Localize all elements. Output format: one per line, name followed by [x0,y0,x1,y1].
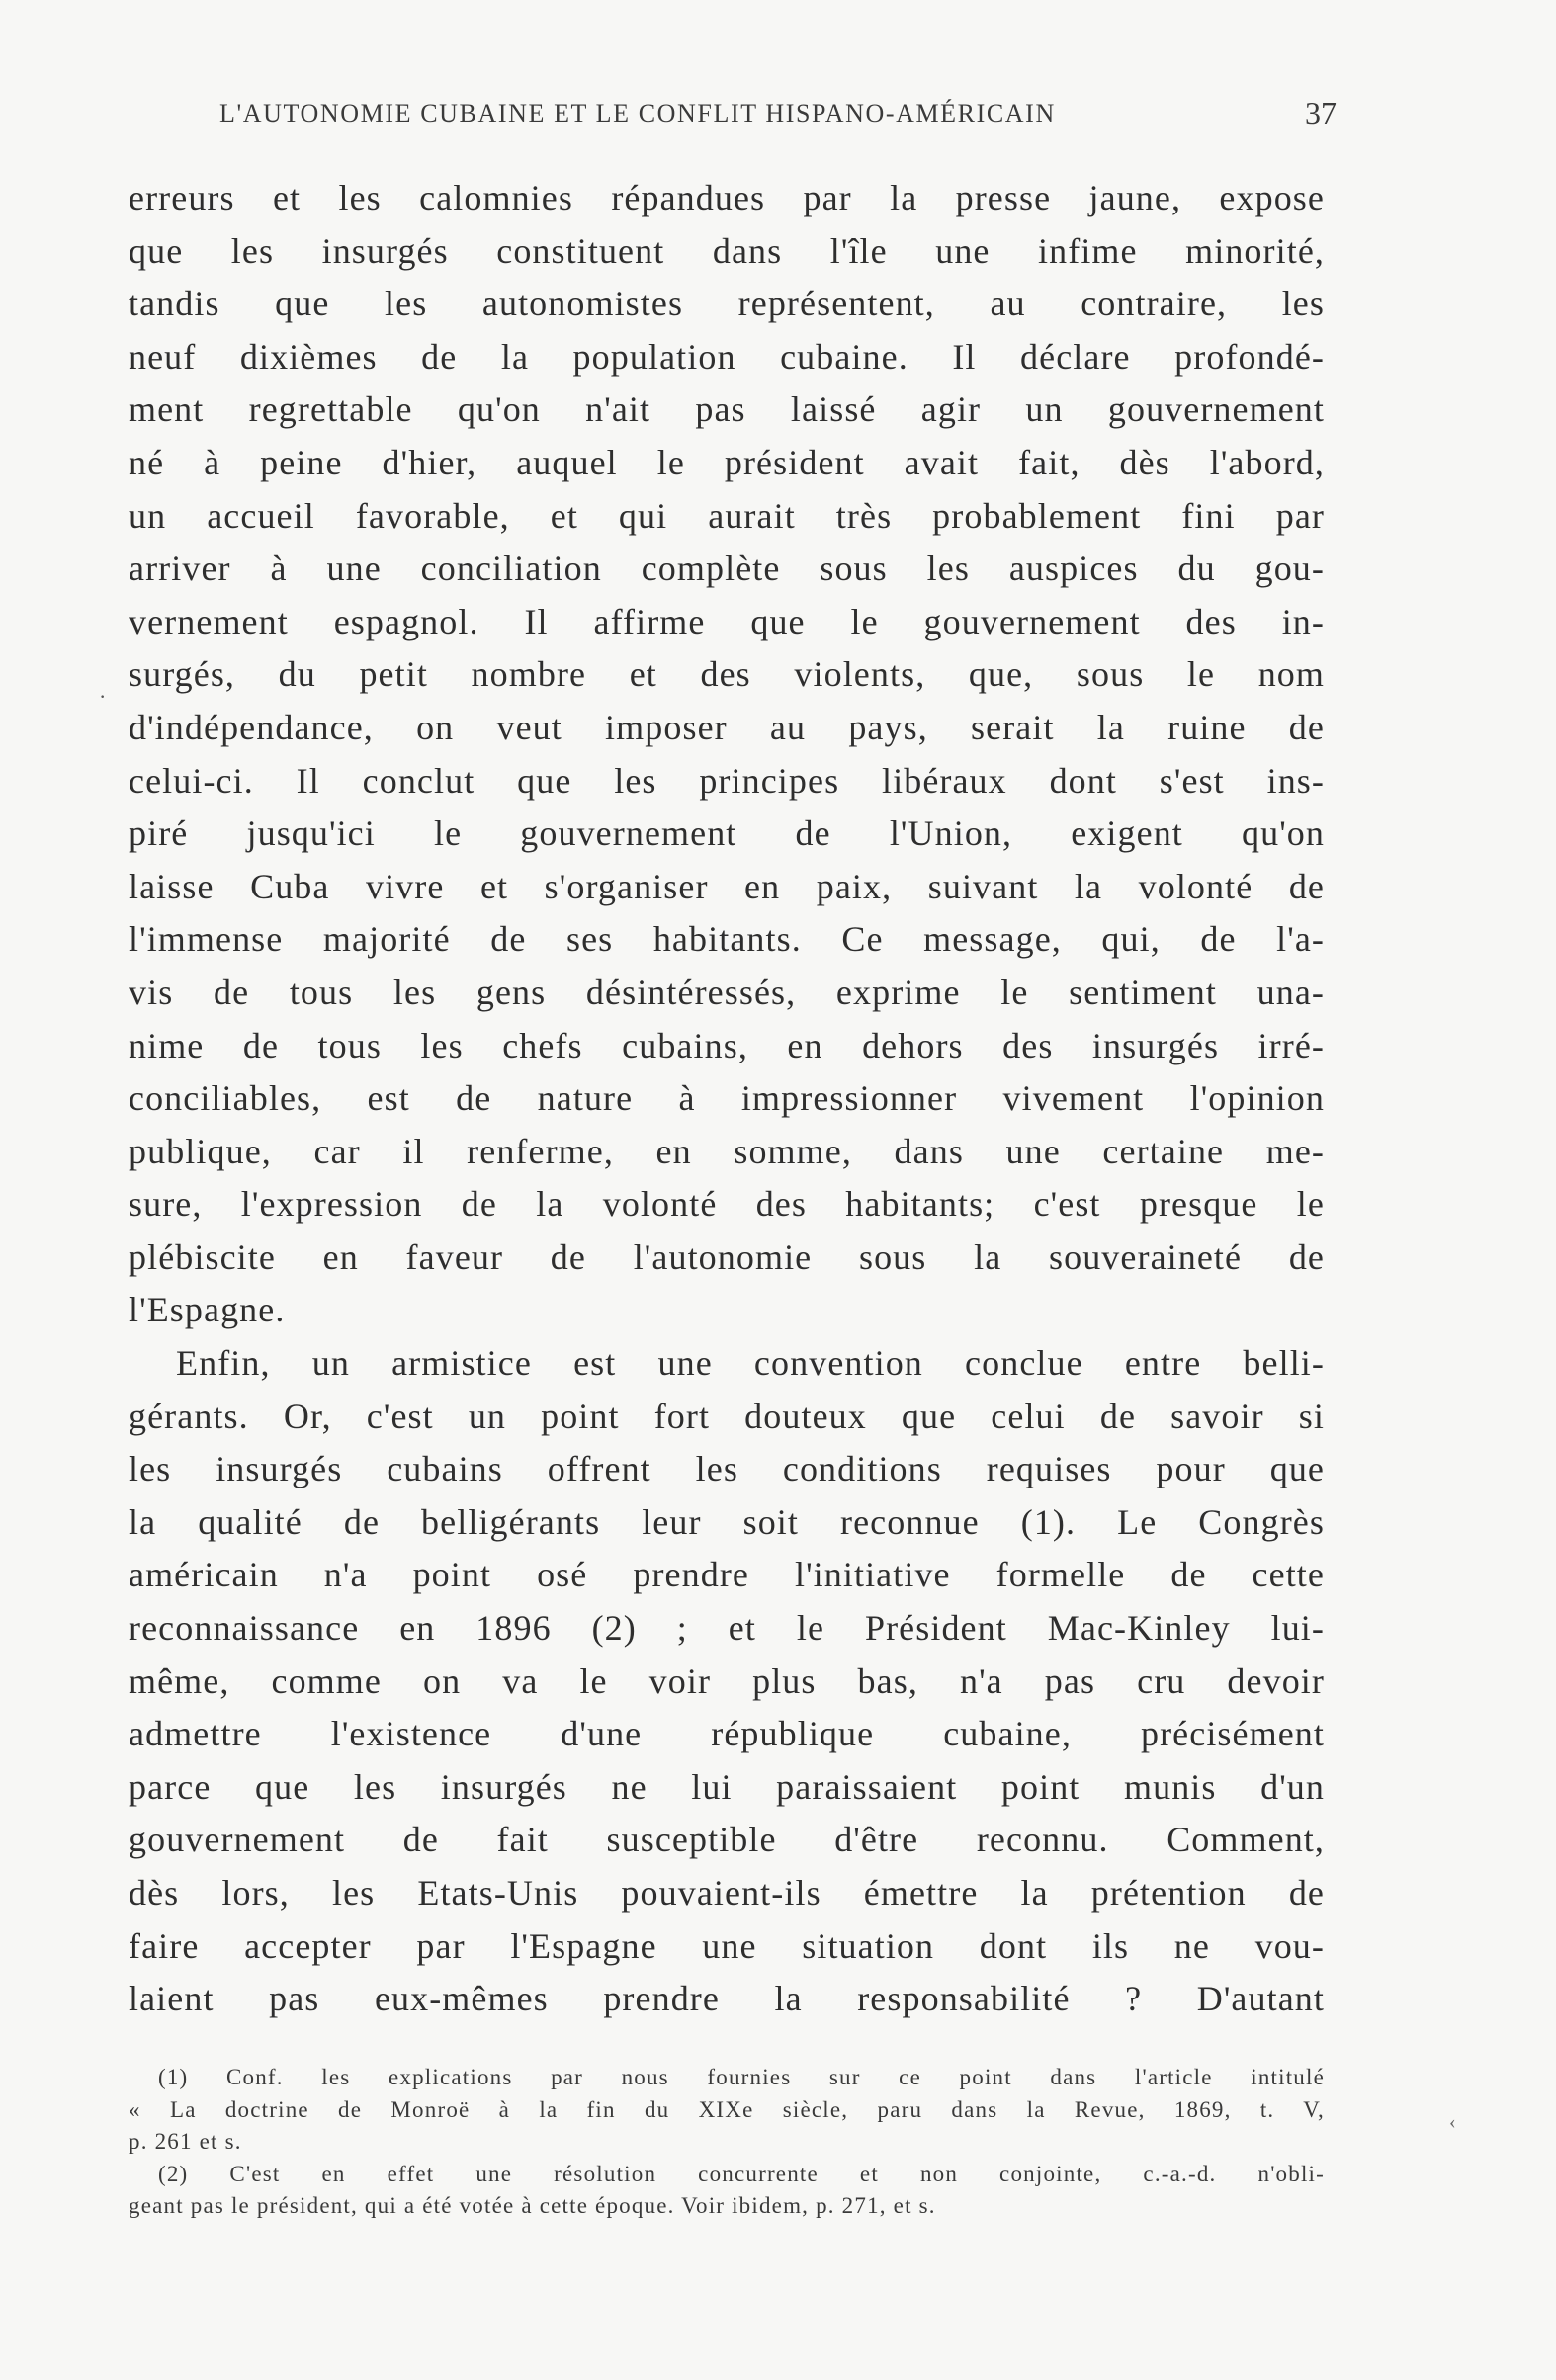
body-line: faire accepter par l'Espagne une situation dont ils ne vou- [129,1925,1325,1966]
body-line: reconnaissance en 1896 (2) ; et le Président Mac-Kinley lui- [129,1608,1325,1649]
body-line: laient pas eux-mêmes prendre la responsabilité ? D'autant [129,1979,1325,2019]
body-line: même, comme on va le voir plus bas, n'a pas cru devoir [129,1660,1325,1701]
body-line: un accueil favorable, et qui aurait très probablement fini par [129,495,1325,536]
footnote-line: (2) C'est en effet une résolution concurrente et non conjointe, c.-a.-d. n'obli- [158,2161,1325,2186]
body-line: plébiscite en faveur de l'autonomie sous la souveraineté de [129,1236,1325,1277]
footnote-line: p. 261 et s. [129,2129,242,2154]
footnotes [129,2062,1325,2223]
footnote-line: geant pas le président, qui a été votée à cette époque. Voir ibidem, p. 271, et s. [129,2193,936,2218]
body-line: vernement espagnol. Il affirme que le gouvernement des in- [129,601,1325,641]
body-line: américain n'a point osé prendre l'initiative formelle de cette [129,1555,1325,1595]
body-line: sure, l'expression de la volonté des habitants; c'est presque le [129,1184,1325,1225]
body-line: parce que les insurgés ne lui paraissaient point munis d'un [129,1766,1325,1807]
body-line: arriver à une conciliation complète sous les auspices du gou- [129,549,1325,589]
footnote-line: « La doctrine de Monroë à la fin du XIXe siècle, paru dans la Revue, 1869, t. V, [129,2096,1325,2122]
body-line: Enfin, un armistice est une convention conclue entre belli- [176,1343,1325,1384]
body-line: neuf dixièmes de la population cubaine. Il déclare profondé- [129,336,1325,377]
running-head [219,95,1337,138]
body-line: l'Espagne. [129,1290,286,1330]
body-line: admettre l'existence d'une république cubaine, précisément [129,1714,1325,1754]
body-line: nime de tous les chefs cubains, en dehors des insurgés irré- [129,1025,1325,1065]
margin-mark-right: ‹ [1449,2111,1456,2133]
body-line: publique, car il renferme, en somme, dans une certaine me- [129,1131,1325,1171]
body-line: laisse Cuba vivre et s'organiser en paix, suivant la volonté de [129,866,1325,906]
body-line: vis de tous les gens désintéressés, exprime le sentiment una- [129,972,1325,1012]
body-line: gérants. Or, c'est un point fort douteux que celui de savoir si [129,1396,1325,1436]
page-number: 37 [1305,95,1337,130]
body-line: conciliables, est de nature à impressionner vivement l'opinion [129,1078,1325,1119]
body-line: piré jusqu'ici le gouvernement de l'Union, exigent qu'on [129,813,1325,854]
body-line: surgés, du petit nombre et des violents, que, sous le nom [129,654,1325,695]
body-line: dès lors, les Etats-Unis pouvaient-ils émettre la prétention de [129,1873,1325,1912]
body-line: les insurgés cubains offrent les conditions requises pour que [129,1449,1325,1489]
margin-mark-left: · [99,684,107,709]
body-line: celui-ci. Il conclut que les principes libéraux dont s'est ins- [129,760,1325,801]
body-line: que les insurgés constituent dans l'île une infime minorité, [129,230,1325,271]
body-text [129,172,1325,2026]
body-line: tandis que les autonomistes représentent, au contraire, les [129,284,1325,324]
footnote-line: (1) Conf. les explications par nous fournies sur ce point dans l'article intitulé [158,2065,1325,2089]
body-line: l'immense majorité de ses habitants. Ce message, qui, de l'a- [129,919,1325,960]
body-line: ment regrettable qu'on n'ait pas laissé agir un gouvernement [129,389,1325,430]
body-line: gouvernement de fait susceptible d'être reconnu. Comment, [129,1820,1325,1860]
running-title: L'AUTONOMIE CUBAINE ET LE CONFLIT HISPANO-AMÉRICAIN [219,99,1056,128]
body-line: né à peine d'hier, auquel le président avait fait, dès l'abord, [129,442,1325,482]
body-line: d'indépendance, on veut imposer au pays, serait la ruine de [129,707,1325,747]
body-line: la qualité de belligérants leur soit reconnue (1). Le Congrès [129,1501,1325,1542]
body-line: erreurs et les calomnies répandues par la presse jaune, expose [129,178,1325,217]
